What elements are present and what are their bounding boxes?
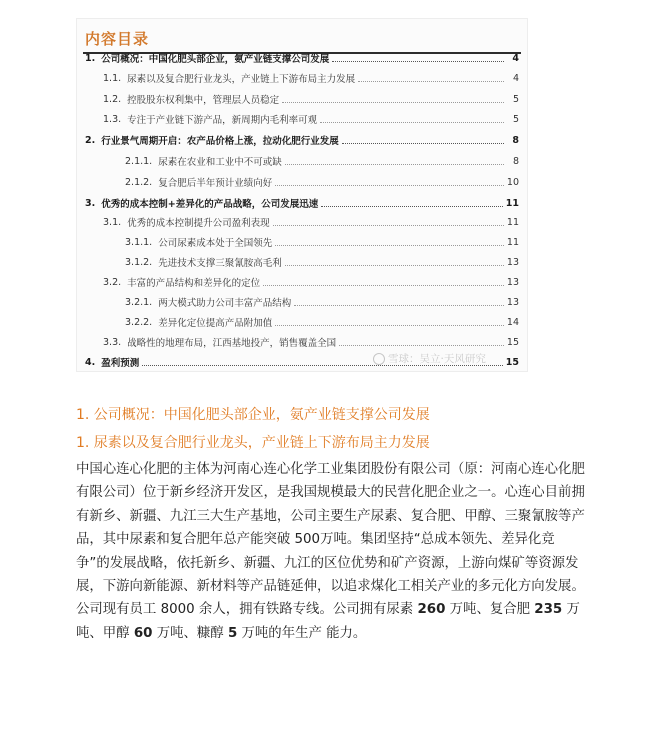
toc-entry-title: 差异化定位提高产品附加值	[158, 318, 273, 329]
paragraph-text: 中国心连心化肥的主体为河南心连心化学工业集团股份有限公司（原：河南心连心化肥有限公司）位于新乡经济开发区，是我国规模最大的民营化肥企业之一。心连心目前拥有新乡、新疆、九江三大生产基地，公司主要生产尿素、复合肥、甲醇、三聚氰胺等产品，其中尿素和复合肥年总产能突破 500万吨。集团坚持“总成本领先、差异化竞争”的发展战略，依托新乡、新疆、九江的区位优势和矿产资源，上游向煤矿等资源发展，下游向新能源、新材料等产品链延伸，以追求煤化工相关产业的多元化方向发展。公司现有员工 8000 余人，拥有铁路专线。公司拥有尿素	[76, 462, 585, 618]
toc-entry-page: 14	[506, 316, 519, 328]
toc-entry-page: 5	[512, 93, 519, 105]
toc-entry-number: 2.	[85, 134, 96, 146]
toc-entry-page: 11	[506, 236, 519, 248]
toc-entry[interactable]	[77, 213, 519, 231]
toc-entry[interactable]	[77, 233, 519, 251]
toc-entry-page: 5	[512, 113, 519, 125]
paragraph-text: 万吨、糠醇	[152, 625, 228, 641]
toc-entry-title: 尿素以及复合肥行业龙头，产业链上下游布局主力发展	[127, 74, 356, 85]
toc-dot-leader	[263, 285, 504, 286]
toc-dot-leader	[282, 102, 504, 103]
toc-dot-leader	[285, 164, 504, 165]
section-heading: 1. 公司概况：中国化肥头部企业，氨产业链支撑公司发展	[76, 407, 430, 423]
toc-entry[interactable]	[77, 110, 519, 128]
toc-entry-title: 优秀的成本控制提升公司盈利表现	[127, 218, 270, 229]
toc-entry-number: 3.1.2.	[125, 256, 153, 268]
toc-entry[interactable]	[77, 273, 519, 291]
toc-entry[interactable]	[77, 49, 519, 67]
toc-entry[interactable]	[77, 293, 519, 311]
toc-entry-title: 优秀的成本控制+差异化的产品战略，公司发展迅速	[101, 199, 319, 210]
subsection-heading: 1. 尿素以及复合肥行业龙头，产业链上下游布局主力发展	[76, 435, 430, 451]
snowball-logo-icon	[373, 353, 385, 365]
toc-dot-leader	[275, 325, 504, 326]
toc-entry-number: 2.1.2.	[125, 176, 153, 188]
toc-entry-title: 盈利预测	[101, 358, 140, 369]
toc-entry-number: 2.1.1.	[125, 155, 153, 167]
toc-entry-page: 15	[506, 336, 519, 348]
toc-entry[interactable]	[77, 253, 519, 271]
methanol-capacity: 60	[133, 625, 153, 641]
toc-entry-title: 控股股东权利集中，管理层人员稳定	[127, 95, 280, 106]
toc-dot-leader	[273, 225, 504, 226]
toc-entry-page: 8	[512, 134, 519, 146]
toc-dot-leader	[321, 206, 503, 207]
toc-dot-leader	[275, 245, 504, 246]
toc-entry-title: 两大模式助力公司丰富产品结构	[158, 298, 292, 309]
toc-dot-leader	[320, 122, 504, 123]
toc-dot-leader	[358, 81, 504, 82]
toc-dot-leader	[339, 345, 504, 346]
toc-entry-page: 15	[505, 356, 519, 368]
toc-dot-leader	[285, 265, 504, 266]
watermark	[373, 351, 486, 366]
toc-entry-number: 3.2.	[103, 276, 122, 288]
toc-entry-page: 4	[512, 52, 519, 64]
toc-entry-title: 公司尿素成本处于全国领先	[158, 238, 273, 249]
toc-dot-leader	[332, 61, 504, 62]
toc-entry-number: 1.2.	[103, 93, 122, 105]
toc-dot-leader	[275, 185, 504, 186]
paragraph-text: 万吨、复合肥	[445, 602, 535, 618]
toc-entry-title: 尿素在农业和工业中不可或缺	[158, 157, 282, 168]
toc-entry[interactable]	[77, 90, 519, 108]
toc-entry-number: 3.2.2.	[125, 316, 153, 328]
toc-dot-leader	[294, 305, 504, 306]
toc-entry-title: 行业景气周期开启：农产品价格上涨，拉动化肥行业发展	[101, 136, 339, 147]
toc-entry-number: 4.	[85, 356, 96, 368]
toc-entry-page: 11	[505, 197, 519, 209]
toc-entry-page: 11	[506, 216, 519, 228]
toc-entry-number: 3.1.1.	[125, 236, 153, 248]
toc-entry-title: 先进技术支撑三聚氰胺高毛利	[158, 258, 282, 269]
toc-entry[interactable]	[77, 313, 519, 331]
toc-entry-title: 专注于产业链下游产品，新周期内毛利率可观	[127, 115, 318, 126]
watermark-text: 雪球：吴立·天风研究	[388, 353, 486, 365]
toc-entry[interactable]	[77, 152, 519, 170]
toc-entry-number: 1.3.	[103, 113, 122, 125]
toc-entry-page: 13	[506, 256, 519, 268]
toc-entry-number: 3.2.1.	[125, 296, 153, 308]
toc-entry[interactable]	[77, 333, 519, 351]
toc-entry-number: 3.	[85, 197, 96, 209]
table-of-contents	[76, 18, 528, 372]
toc-entry[interactable]	[77, 194, 519, 212]
paragraph-text: 万吨、甲醇	[76, 602, 580, 641]
toc-entry-page: 8	[512, 155, 519, 167]
toc-title: 内容目录	[85, 30, 150, 48]
toc-entry-page: 13	[506, 296, 519, 308]
toc-entry-page: 10	[506, 176, 519, 188]
paragraph-text: 万吨的年生产 能力。	[237, 625, 367, 641]
toc-entry-page: 13	[506, 276, 519, 288]
toc-entry-title: 公司概况：中国化肥头部企业，氨产业链支撑公司发展	[101, 54, 330, 65]
toc-entry-number: 3.1.	[103, 216, 122, 228]
urea-capacity: 260	[417, 602, 446, 618]
toc-entry-number: 1.	[85, 52, 96, 64]
toc-entry-number: 1.1.	[103, 72, 122, 84]
compound-fertilizer-capacity: 235	[534, 602, 563, 618]
toc-entry-title: 丰富的产品结构和差异化的定位	[127, 278, 261, 289]
toc-entry-title: 战略性的地理布局，江西基地投产，销售覆盖全国	[127, 338, 337, 349]
toc-entry[interactable]	[77, 131, 519, 149]
furfuryl-alcohol-capacity: 5	[227, 625, 238, 641]
toc-entry[interactable]	[77, 69, 519, 87]
toc-entry-number: 3.3.	[103, 336, 122, 348]
toc-entry-page: 4	[512, 72, 519, 84]
toc-entry[interactable]	[77, 173, 519, 191]
toc-dot-leader	[342, 143, 504, 144]
body-paragraph	[76, 458, 586, 645]
toc-entry-title: 复合肥后半年预计业绩向好	[158, 178, 273, 189]
